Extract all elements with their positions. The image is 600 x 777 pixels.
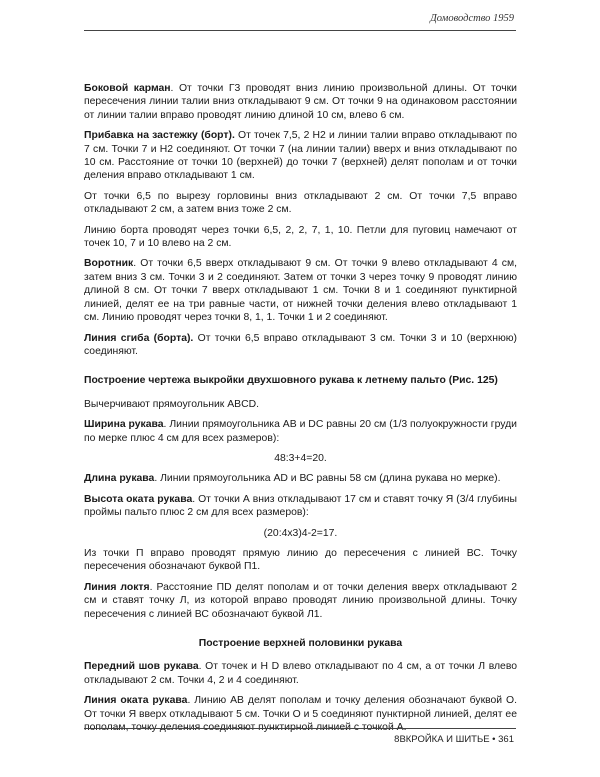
paragraph-rectangle: Вычерчивают прямоугольник ABCD. xyxy=(84,398,259,410)
section-heading-upper-half: Построение верхней половинки рукава xyxy=(198,638,403,649)
term: Передний шов рукава xyxy=(84,661,199,673)
term: Линия сгиба (борта). xyxy=(84,332,194,344)
paragraph-point-p1: Из точки П вправо проводят прямую линию до пересечения с линией ВС. Точку пересечения обозначают буквой П1. xyxy=(84,547,517,573)
running-header: Домоводство 1959 xyxy=(430,13,514,24)
paragraph-fold-line: Линия сгиба (борта). От точки 6,5 вправо откладывают 3 см. Точки 3 и 10 (верхнюю) соединяют. xyxy=(84,332,517,357)
paragraph-cap-height: Высота оката рукава. От точки А вниз откладывают 17 см и ставят точку Я (3/4 глубины проймы пальто плюс 2 см для всех размеров): xyxy=(84,493,518,519)
paragraph-front-seam: Передний шов рукава. От точек и Н D влево откладывают по 4 см, а от точки Л влево откладывают 2 см. Точки 4, 2 и 4 соединяют. xyxy=(84,661,517,686)
term: Боковой карман xyxy=(84,83,171,94)
header-rule xyxy=(84,30,516,31)
section-heading-sleeve: Построение чертежа выкройки двухшовного рукава к летнему пальто (Рис. 125) xyxy=(84,375,498,387)
paragraph-cap-line: Линия оката рукава. Линию АВ делят пополам и точку деления обозначают буквой О. От точки Я вверх откладывают 5 см. Точки О и 5 соединяют пунктирной линией, делят ее пополам, точку деления соединяют пунктирной линией с точкой А. xyxy=(84,695,517,734)
term: Линия оката рукава xyxy=(84,695,188,707)
paragraph-side-pocket: Боковой карман. От точки Г3 проводят вниз линию произвольной длины. От точки пересечения линии талии вниз откладывают 9 см. От точки 9 на одинаковом расстоянии от линии талии вправо проводят линию длиной 10 см, влево 6 см. xyxy=(84,83,517,121)
paragraph-sleeve-length: Длина рукава. Линии прямоугольника AD и ВС равны 58 см (длина рукава но мерке). xyxy=(84,473,501,485)
page-content xyxy=(84,82,517,741)
term: Ширина рукава xyxy=(84,419,164,431)
paragraph-elbow-line: Линия локтя. Расстояние ПD делят пополам и от точки деления вверх откладывают 2 см и ставят точку Л, из которой вправо проводят линию произвольной длины. Точку пересечения с линией ВС обозначают буквой Л1. xyxy=(84,581,517,620)
page-footer: 8ВКРОЙКА И ШИТЬЕ • 361 xyxy=(394,734,514,745)
formula-width: 48:3+4=20. xyxy=(274,452,327,464)
term: Высота оката рукава xyxy=(84,493,193,505)
paragraph-neckline: От точки 6,5 по вырезу горловины вниз откладывают 2 см. От точки 7,5 вправо откладывают 2 см, а затем вниз тоже 2 см. xyxy=(84,190,517,216)
footer-rule xyxy=(84,728,516,729)
paragraph-collar: Воротник. От точки 6,5 вверх откладывают 9 см. От точки 9 влево откладывают 4 см, затем вниз 3 см. Точки 3 и 2 соединяют. Затем от точки 3 через точку 9 проводят линию длиной 8 см. От точки 7 вверх откладывают 1 см. Точки 8 и 1 соединяют пунктирной линией, делят ее на три равные части, от нижней точки деления влево откладывают 1 см. Линию проводят через точки 8, 1, 1. Точки 1 и 2 соединяют. xyxy=(84,258,517,324)
paragraph-sleeve-width: Ширина рукава. Линии прямоугольника АВ и DC равны 20 см (1/3 полуокружности груди по мерке плюс 4 см для всех размеров): xyxy=(84,419,517,444)
term: Прибавка на застежку (борт). xyxy=(84,130,235,142)
term: Линия локтя xyxy=(84,581,150,593)
term: Длина рукава xyxy=(84,473,155,485)
formula-cap-height: (20:4х3)4-2=17. xyxy=(263,527,338,539)
paragraph-front-edge: Линию борта проводят через точки 6,5, 2, 2, 7, 1, 10. Петли для пуговиц намечают от точек 10, 7 и 10 влево на 2 см. xyxy=(84,224,517,250)
paragraph-closure-allowance: Прибавка на застежку (борт). От точек 7,5, 2 Н2 и линии талии вправо откладывают по 7 см. Точки 7 и Н2 соединяют. От точки 7 (на линии талии) вверх и вниз откладывают по 10 см. Расстояние от точки 10 (верхней) до точки 7 (верхней) делят пополам и от точки деления вправо откладывают 1 см. xyxy=(84,130,518,182)
term: Воротник xyxy=(84,258,134,270)
